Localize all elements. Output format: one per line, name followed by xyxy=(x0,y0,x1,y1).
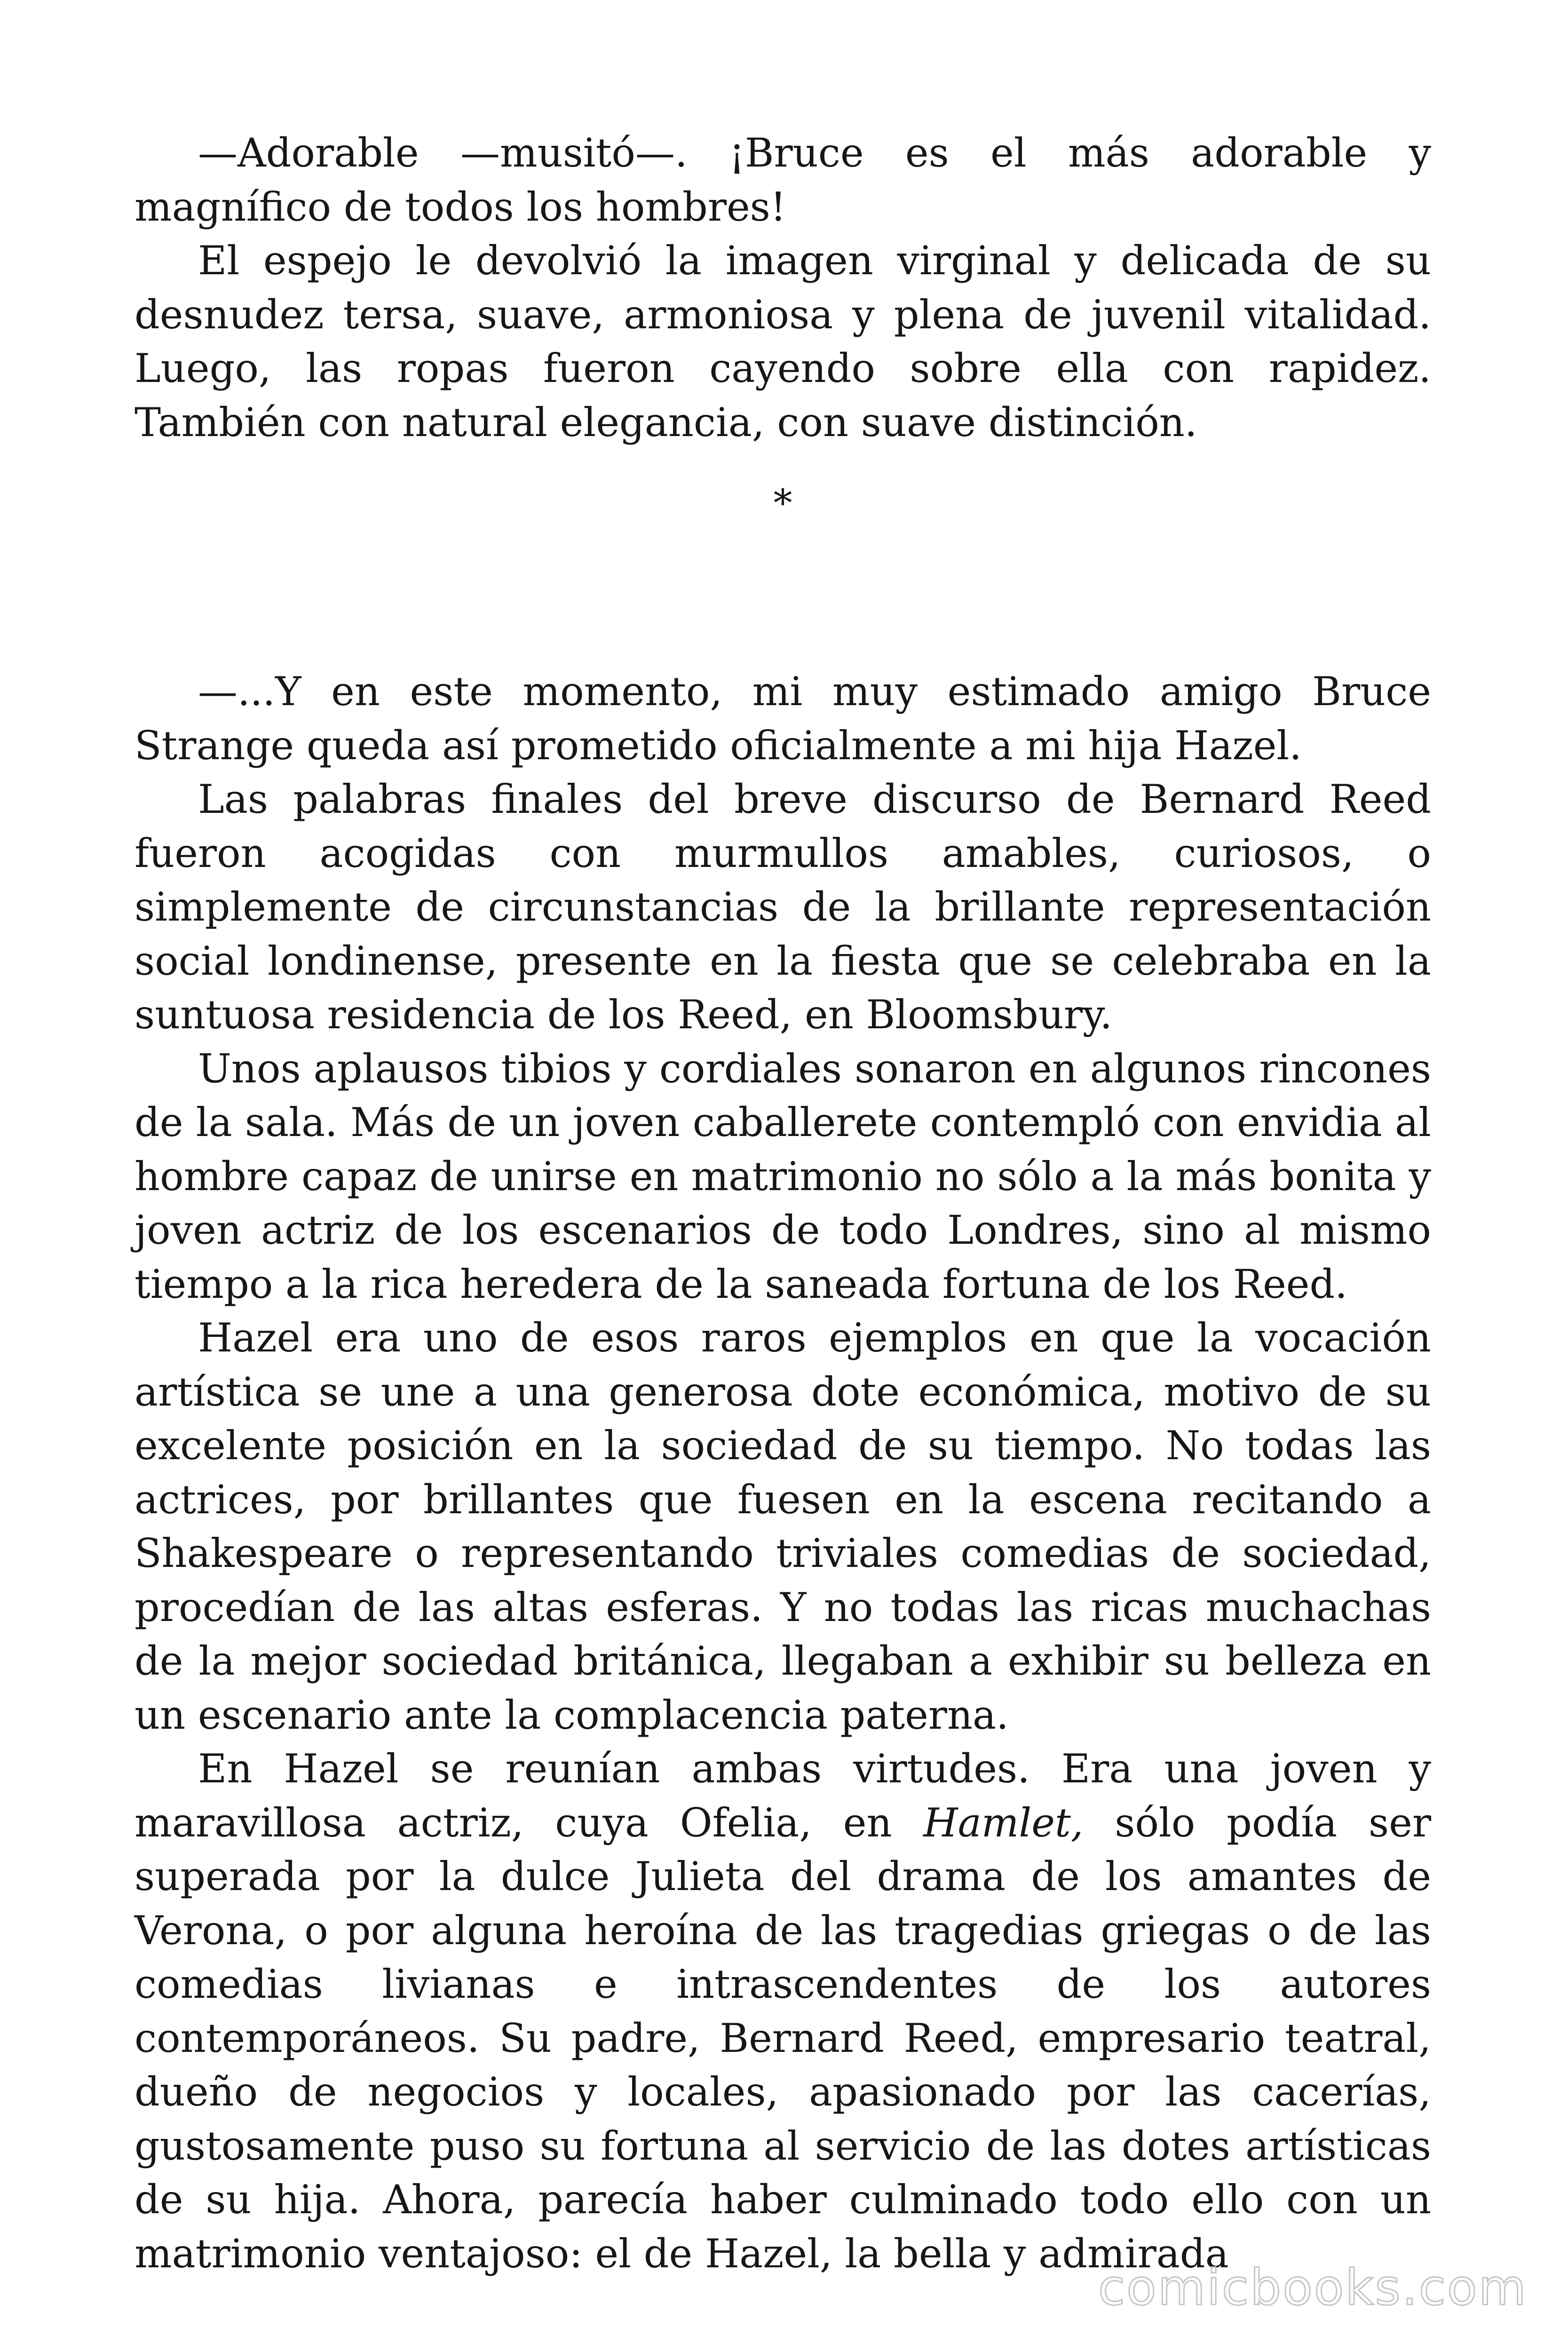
paragraph: Hazel era uno de esos raros ejemplos en que la vocación artística se une a una generosa dote económica, motivo de su excelente posición en la sociedad de su tiempo. No todas las actrices, por brillantes que fuesen en la escena recitando a Shakespeare o representando triviales comedias de sociedad, procedían de las altas esferas. Y no todas las ricas muchachas de la mejor sociedad británica, llegaban a exhibir su belleza en un escenario ante la complacencia paterna. xyxy=(135,1315,1431,1738)
paragraph-text: En Hazel se reunían ambas virtudes. Era una joven y maravillosa actriz, cuya Ofelia, en xyxy=(135,1746,1431,1846)
paragraph: Unos aplausos tibios y cordiales sonaron en algunos rincones de la sala. Más de un joven caballerete contempló con envidia al hombre capaz de unirse en matrimonio no sólo a la más bonita y joven actriz de los escenarios de todo Londres, sino al mismo tiempo a la rica heredera de la saneada fortuna de los Reed. xyxy=(135,1045,1431,1307)
work-title: Hamlet, xyxy=(923,1799,1084,1846)
paragraph: Las palabras finales del breve discurso de Bernard Reed fueron acogidas con murmullos amables, curiosos, o simplemente de circunstancias de la brillante representación social londinense, presente en la fiesta que se celebraba en la suntuosa residencia de los Reed, en Bloomsbury. xyxy=(135,776,1431,1038)
paragraph: El espejo le devolvió la imagen virginal y delicada de su desnudez tersa, suave, armoniosa y plena de juvenil vitalidad. Luego, las ropas fueron cayendo sobre ella con rapidez. También con natural elegancia, con suave distinción. xyxy=(135,238,1431,445)
separator-asterisk: * xyxy=(773,481,792,525)
paragraph: —Adorable —musitó—. ¡Bruce es el más adorable y magnífico de todos los hombres! xyxy=(135,130,1431,230)
page-text xyxy=(135,126,1431,2280)
paragraph xyxy=(135,1742,1431,2280)
paragraph-text: sólo podía ser superada por la dulce Julieta del drama de los amantes de Verona, o por alguna heroína de las tragedias griegas o de las comedias livianas e intrascendentes de los autores contemporáneos. Su padre, Bernard Reed, empresario teatral, dueño de negocios y locales, apasionado por las cacerías, gustosamente puso su fortuna al servicio de las dotes artísticas de su hija. Ahora, parecía haber culminado todo ello con un matrimonio ventajoso: el de Hazel, la bella y admirada xyxy=(135,1799,1431,2277)
paragraph: —...Y en este momento, mi muy estimado amigo Bruce Strange queda así prometido oficialmente a mi hija Hazel. xyxy=(135,668,1431,769)
watermark: comicbooks.com xyxy=(1098,2259,1528,2316)
scene-separator xyxy=(135,449,1431,665)
